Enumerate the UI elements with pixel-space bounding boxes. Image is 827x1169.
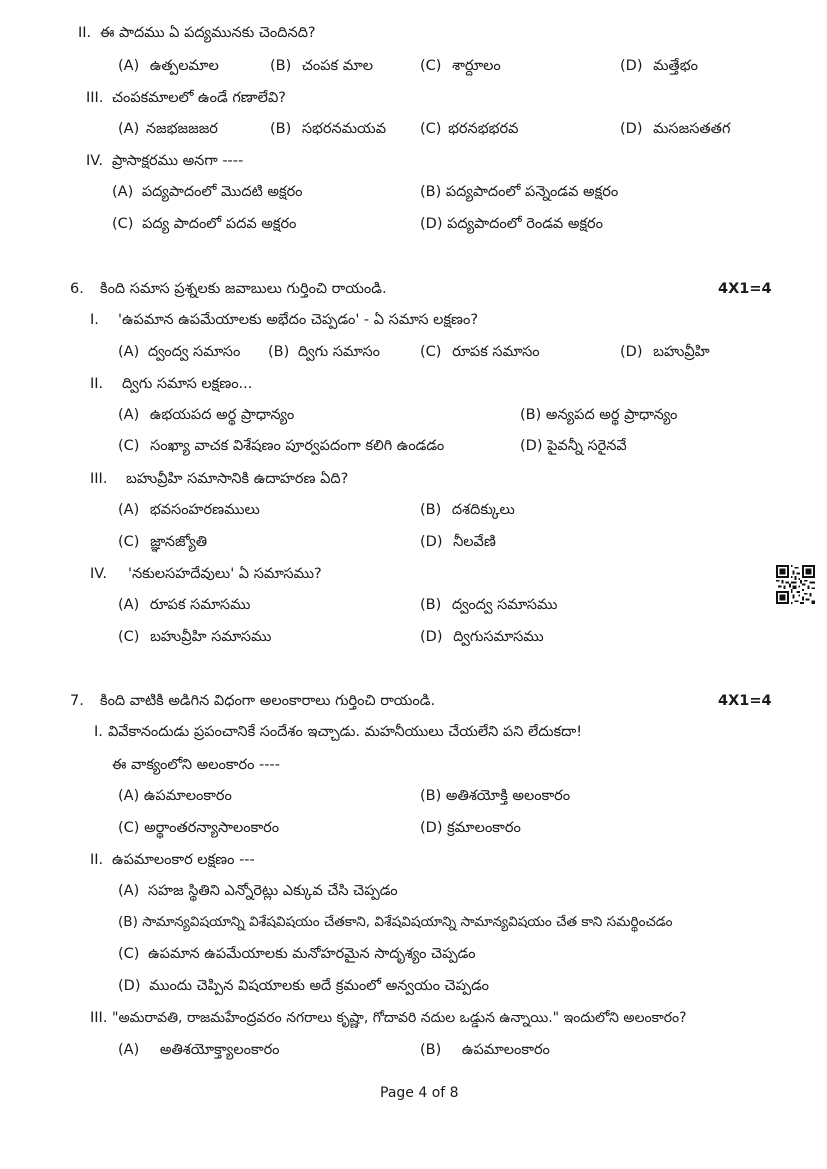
opt-label: (D) [420,820,443,836]
q6-i-opt-a [118,343,240,361]
opt-label: (D) [420,534,443,550]
opt-text: సభరనమయవ [301,121,387,137]
q7-iii-num: III. [90,1010,108,1026]
q6-iii-opt-d [420,533,496,551]
q5-iii-opt-d [620,120,730,138]
opt-label: (B) [270,121,292,137]
opt-label: (B) [420,597,442,613]
opt-label: (A) [118,58,140,74]
q6-ii-num: II. [90,376,104,392]
opt-label: (D) [620,58,643,74]
opt-text: సంఖ్యా వాచక విశేషణం పూర్వపదంగా కలిగి ఉండడం [150,438,445,454]
q7-ii-num: II. [90,852,104,868]
q7-i-opt-a [118,787,232,805]
opt-label: (B) [420,1042,442,1058]
opt-text: పద్యపాదంలో మొదటి అక్షరం [141,184,303,200]
q7-ii-opt-a [118,882,398,900]
opt-label: (D) [520,438,543,454]
q6-iii-text: బహువ్రీహి సమాసానికి ఉదాహరణ ఏది? [126,471,349,487]
q5-ii-opt-c [420,57,501,75]
opt-label: (A) [118,502,140,518]
q6-iv-opt-d [420,628,544,646]
opt-text: అతిశయోక్త్యాలంకారం [159,1042,280,1058]
opt-label: (A) [118,788,140,804]
opt-label: (C) [420,58,442,74]
q6-ii-text: ద్విగు సమాస లక్షణం... [122,376,253,392]
opt-text: అతిశయోక్తి అలంకారం [445,788,571,804]
q5-iii-opt-c [420,120,518,138]
opt-text: ఉత్పలమాల [149,58,219,74]
opt-text: సామాన్యవిషయాన్ని విశేషవిషయం చేతకాని, విశేషవిషయాన్ని సామాన్యవిషయం చేత కాని సమర్థించడం [142,914,673,930]
page-number: Page 4 of 8 [380,1085,459,1101]
q6-iv-opt-a [118,596,250,614]
q6-marks: 4X1=4 [718,281,772,297]
q6-i-num: I. [90,312,99,328]
opt-text: పద్యపాదంలో రెండవ అక్షరం [447,216,603,232]
q5-iii-opt-b [270,120,386,138]
opt-text: అర్థాంతరన్యాసాలంకారం [144,820,280,836]
opt-text: బహువ్రీహి [653,344,710,360]
opt-label: (A) [118,883,140,899]
q7-i-opt-b [420,787,570,805]
opt-text: ద్విగు సమాసం [297,344,380,360]
q6-num: 6. [70,281,84,297]
q7-marks: 4X1=4 [718,693,772,709]
opt-text: ద్విగుసమాసము [453,629,544,645]
q7-ii-opt-c [118,945,476,963]
q5-iv-opt-c [112,215,296,233]
opt-label: (A) [112,184,134,200]
opt-text: అన్యపద అర్థ ప్రాధాన్యం [545,407,678,423]
q7-i-text2: ఈ వాక్యంలోని అలంకారం ---- [112,757,280,773]
opt-text: నజభజజజర [145,121,218,137]
q6-ii-opt-c [118,437,444,455]
q6-i-text: 'ఉపమాన ఉపమేయాలకు అభేదం చెప్పడం' - ఏ సమాస లక్షణం? [118,312,479,328]
q5-iv-opt-b [420,183,618,201]
q6-i-opt-d [620,343,710,361]
q5-ii-opt-a [118,57,219,75]
opt-label: (D) [620,344,643,360]
opt-text: పైవన్నీ సరైనవే [547,438,627,454]
q7-ii-opt-d [118,977,489,995]
opt-label: (B) [420,502,442,518]
opt-text: నీలవేణి [453,534,496,550]
q7-i-num: I. [94,724,103,740]
opt-text: బహువ్రీహి సమాసము [150,629,272,645]
q6-ii-opt-b [520,406,677,424]
q7-i-opt-d [420,819,521,837]
opt-label: (A) [118,407,140,423]
q6-iii-opt-c [118,533,207,551]
q5-iv-num: IV. [86,153,103,169]
q5-iii-opt-a [118,120,218,138]
q6-iv-num: IV. [90,566,107,582]
opt-label: (B) [520,407,542,423]
q5-iv-opt-a [112,183,303,201]
opt-label: (A) [118,597,140,613]
q7-ii-text: ఉపమాలంకార లక్షణం --- [112,852,255,868]
opt-label: (C) [118,534,140,550]
opt-text: భవసంహరణములు [149,502,260,518]
q5-ii-opt-d [620,57,698,75]
q7-iii-opt-b [420,1041,550,1059]
q6-ii-opt-d [520,437,627,455]
q7-i-text: వివేకానందుడు ప్రపంచానికే సందేశం ఇచ్చాడు. మహనీయులు చేయలేని పని లేదుకదా! [108,724,583,740]
q6-iii-opt-b [420,501,515,519]
q6-i-opt-c [420,343,540,361]
q7-iii-text: "అమరావతి, రాజమహేంద్రవరం నగరాలు కృష్ణా, గోదావరి నదుల ఒడ్డున ఉన్నాయి." ఇందులోని అలంకారం? [112,1010,687,1026]
qr-code-icon [776,565,815,604]
q6-iv-opt-b [420,596,557,614]
opt-text: ద్వంద్వ సమాసము [451,597,558,613]
opt-label: (B) [118,914,138,930]
opt-text: మసజసతతగ [653,121,731,137]
q6-iv-opt-c [118,628,271,646]
opt-label: (C) [118,820,140,836]
opt-text: జ్ఞానజ్యోతి [150,534,208,550]
opt-label: (B) [268,344,290,360]
q6-iv-text: 'నకులసహదేవులు' ఏ సమాసము? [128,566,322,582]
opt-label: (D) [420,629,443,645]
opt-label: (C) [420,121,442,137]
opt-text: భరనభభరవ [448,121,519,137]
opt-label: (C) [118,946,140,962]
q6-iii-num: III. [90,471,108,487]
opt-label: (D) [420,216,443,232]
opt-text: సహజ స్థితిని ఎన్నోరెట్లు ఎక్కువ చేసి చెప్పడం [147,883,398,899]
opt-label: (B) [270,58,292,74]
opt-text: ద్వంద్వ సమాసం [147,344,241,360]
opt-text: ముందు చెప్పిన విషయాలకు అదే క్రమంలో అన్వయం చెప్పడం [149,978,490,994]
q5-ii-num: II. [78,25,92,41]
q6-iii-opt-a [118,501,260,519]
q5-ii-text: ఈ పాదము ఏ పద్యమునకు చెందినది? [100,25,316,41]
opt-text: ఉపమాలంకారం [143,788,232,804]
q7-ii-opt-b [118,913,673,931]
opt-text: శార్దూలం [452,58,501,74]
opt-label: (B) [420,184,442,200]
q7-num: 7. [70,693,84,709]
opt-text: పద్యపాదంలో పన్నెండవ అక్షరం [445,184,619,200]
q6-i-opt-b [268,343,380,361]
opt-text: ఉపమాన ఉపమేయాలకు మనోహరమైన సాదృశ్యం చెప్పడం [148,946,476,962]
q6-title: కింది సమాస ప్రశ్నలకు జవాబులు గుర్తించి రాయండి. [100,281,387,297]
opt-text: ఉపమాలంకారం [461,1042,550,1058]
opt-label: (C) [118,438,140,454]
q7-title: కింది వాటికి అడిగిన విధంగా అలంకారాలు గుర్తించి రాయండి. [100,693,436,709]
opt-label: (A) [118,344,140,360]
opt-label: (D) [118,978,141,994]
opt-label: (A) [118,121,140,137]
opt-text: రూపక సమాసము [149,597,251,613]
q6-ii-opt-a [118,406,294,424]
opt-label: (A) [118,1042,140,1058]
opt-label: (D) [620,121,643,137]
opt-label: (C) [420,344,442,360]
opt-text: మత్తేభం [653,58,698,74]
q7-i-opt-c [118,819,279,837]
q5-iv-text: ప్రాసాక్షరము అనగా ---- [112,153,244,169]
q7-iii-opt-a [118,1041,280,1059]
opt-text: చంపక మాల [301,58,374,74]
opt-text: దశదిక్కులు [451,502,515,518]
q5-iii-text: చంపకమాలలో ఉండే గణాలేవి? [112,90,286,106]
opt-text: క్రమాలంకారం [447,820,521,836]
q5-iv-opt-d [420,215,603,233]
opt-text: రూపక సమాసం [452,344,540,360]
opt-label: (C) [118,629,140,645]
opt-text: ఉభయపద అర్థ ప్రాధాన్యం [149,407,295,423]
opt-text: పద్య పాదంలో పదవ అక్షరం [142,216,297,232]
opt-label: (B) [420,788,442,804]
opt-label: (C) [112,216,134,232]
q5-ii-opt-b [270,57,373,75]
q5-iii-num: III. [86,90,104,106]
